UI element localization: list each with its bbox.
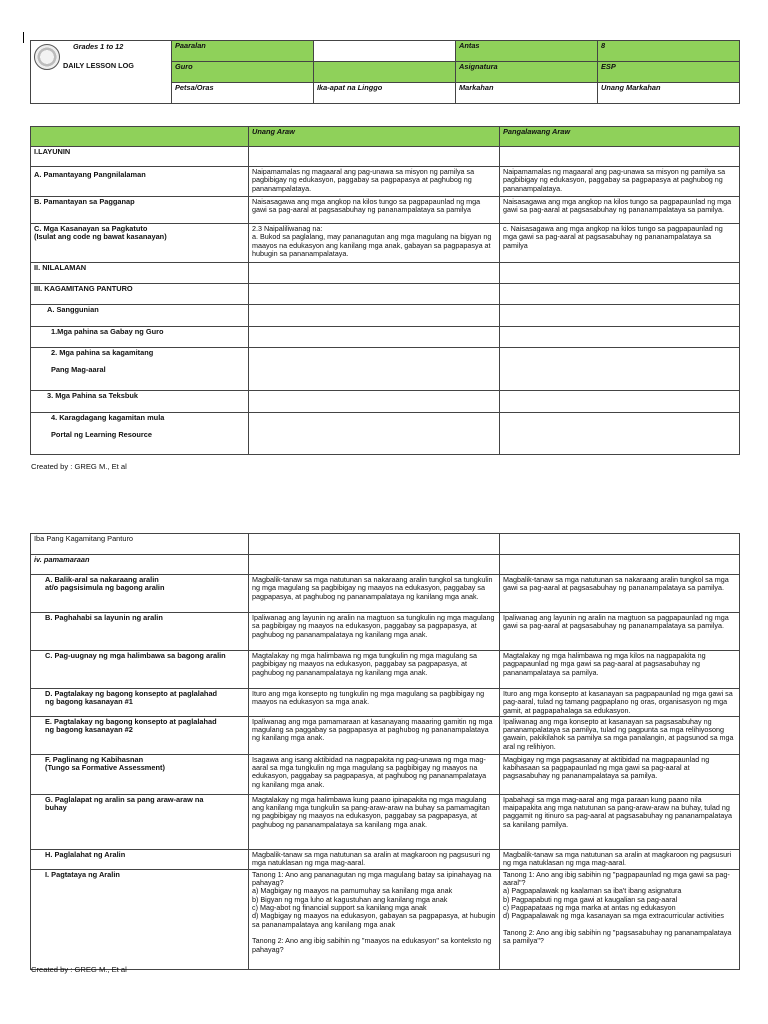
day2-cell <box>500 555 740 575</box>
day2-cell <box>500 327 740 348</box>
row-label: G. Paglalapat ng aralin sa pang araw-araw na buhay <box>31 794 249 849</box>
col-header-criteria <box>31 127 249 147</box>
day1-cell <box>249 555 500 575</box>
day1-cell: Isagawa ang isang aktibidad na nagpapakita ng pag-unawa ng mga mag-aaral sa mga tungkulin ng mga magulang sa pagbibigay ng maayos na edukasyon, paggabay sa pagpapasya, at paghubog ng pananampalataya ng kanilang mga anak. <box>249 754 500 794</box>
row-label: F. Paglinang ng Kabihasnan (Tungo sa Formative Assessment) <box>31 754 249 794</box>
header-label-school: Paaralan <box>172 41 314 62</box>
day1-cell: Ipaliwanag ang mga pamamaraan at kasanayang maaaring gamitin ng mga magulang sa paggabay sa pagpapasya at paghubog ng pananampalataya ng kanilang mga anak. <box>249 716 500 754</box>
row-label: 4. Karagdagang kagamitan mula Portal ng Learning Resource <box>31 413 249 455</box>
day2-cell: c. Naisasagawa ang mga angkop na kilos tungo sa pagpapaunlad ng mga gawi sa pag-aaral at pagsasabuhay ng pananampalataya sa pamilya <box>500 224 740 263</box>
row-label: C. Pag-uugnay ng mga halimbawa sa bagong aralin <box>31 651 249 689</box>
day1-cell: Tanong 1: Ano ang pananagutan ng mga magulang batay sa ipinahayag na pahayag? a) Magbigay ng maayos na pamumuhay sa kanilang mga anak b) Bigyan ng mga luho at kagustuhan ang kanilang mga anak c) Mag-abot ng financial support sa kanilang mga anak d) Magbigay ng maayos na edukasyon, gabayan sa pagpapasya, at hubugin sa pananampalataya ang kanilang mga anak Tanong 2: Ano ang ibig sabihin ng "maayos na edukasyon" sa konteksto ng pahayag? <box>249 869 500 969</box>
header-table <box>30 40 740 104</box>
day1-cell: 2.3 Naipaliliwanag na: a. Bukod sa paglalang, may pananagutan ang mga magulang na bigyan ng maayos na edukasyon ang kanilang mga anak, gabayan sa pagpapasya at hubugin sa pananampalataya. <box>249 224 500 263</box>
row-label: A. Sanggunian <box>31 305 249 327</box>
header-label-teacher: Guro <box>172 62 314 83</box>
row-label: Iba Pang Kagamitang Panturo <box>31 534 249 555</box>
day2-cell <box>500 391 740 413</box>
day1-cell <box>249 147 500 167</box>
day1-cell <box>249 284 500 305</box>
day2-cell <box>500 305 740 327</box>
day1-cell <box>249 305 500 327</box>
header-value-school[interactable] <box>314 41 456 62</box>
day2-cell: Naipamamalas ng magaaral ang pag-unawa sa misyon ng pamilya sa pagbibigay ng edukasyon, paggabay sa pagpapasya at paghubog ng pananampalataya. <box>500 167 740 197</box>
day1-cell: Magbalik-tanaw sa mga natutunan sa aralin at magkaroon ng pagsusuri ng mga natuklasan ng mga mag-aaral. <box>249 849 500 869</box>
day2-cell: Magbalik-tanaw sa mga natutunan sa aralin at magkaroon ng pagsusuri ng mga natuklasan ng mga mag-aaral. <box>500 849 740 869</box>
log-title: DAILY LESSON LOG <box>63 61 134 70</box>
credit-line: Created by : GREG M., Et al <box>31 462 127 471</box>
row-label: B. Pamantayan sa Pagganap <box>31 197 249 224</box>
day2-cell: Tanong 1: Ano ang ibig sabihin ng "pagpapaunlad ng mga gawi sa pag-aaral"? a) Pagpapalawak ng kaalaman sa iba't ibang asignatura b) Pagpapabuti ng mga gawi at kaugalian sa pag-aaral c) Pagpapataas ng mga marka at antas ng edukasyon d) Pagpapalawak ng mga kasanayan sa mga extracurricular activities Tanong 2: Ano ang ibig sabihin ng "pagsasabuhay ng pananampalataya sa pamilya"? <box>500 869 740 969</box>
day1-cell <box>249 263 500 284</box>
day2-cell: Ituro ang mga konsepto at kasanayan sa pagpapaunlad ng mga gawi sa pag-aaral, tulad ng tamang pagpaplano ng oras, organisasyon ng mga gamit, at pagpapahalaga sa edukasyon. <box>500 689 740 717</box>
logo-cell <box>31 41 172 104</box>
day2-cell: Naisasagawa ang mga angkop na kilos tungo sa pagpapaunlad ng mga gawi sa pag-aaral at pagsasabuhay ng pananampalataya sa pamilya. <box>500 197 740 224</box>
row-label: A. Balik-aral sa nakaraang aralin at/o pagsisimula ng bagong aralin <box>31 575 249 613</box>
header-label-date: Petsa/Oras <box>172 83 314 104</box>
header-value-subject: ESP <box>598 62 740 83</box>
day1-cell: Ituro ang mga konsepto ng tungkulin ng mga magulang sa pagbibigay ng maayos na edukasyon sa mga anak. <box>249 689 500 717</box>
row-label: II. NILALAMAN <box>31 263 249 284</box>
row-label: H. Paglalahat ng Aralin <box>31 849 249 869</box>
day2-cell <box>500 348 740 391</box>
deped-seal-icon <box>34 44 60 70</box>
day2-cell <box>500 284 740 305</box>
day1-cell: Naipamamalas ng magaaral ang pag-unawa sa misyon ng pamilya sa pagbibigay ng edukasyon, paggabay sa pagpapasya at paghubog ng pananampalataya. <box>249 167 500 197</box>
row-label: D. Pagtalakay ng bagong konsepto at paglalahad ng bagong kasanayan #1 <box>31 689 249 717</box>
row-label: I.LAYUNIN <box>31 147 249 167</box>
credit-line-2: Created by : GREG M., Et al <box>31 965 127 974</box>
header-label-grade: Antas <box>456 41 598 62</box>
header-value-teacher[interactable] <box>314 62 456 83</box>
row-label: 1.Mga pahina sa Gabay ng Guro <box>31 327 249 348</box>
day2-cell <box>500 263 740 284</box>
row-label: I. Pagtataya ng Aralin <box>31 869 249 969</box>
col-header-day1: Unang Araw <box>249 127 500 147</box>
day1-cell: Magtalakay ng mga halimbawa kung paano ipinapakita ng mga magulang ang kanilang mga tungkulin sa pang-araw-araw na buhay sa pamamagitan ng pagbibigay ng maayos na edukasyon, paggabay sa pagpapasya, at paghubog ng pananampalataya sa kanilang mga anak. <box>249 794 500 849</box>
col-header-day2: Pangalawang Araw <box>500 127 740 147</box>
row-label: E. Pagtalakay ng bagong konsepto at paglalahad ng bagong kasanayan #2 <box>31 716 249 754</box>
day1-cell <box>249 327 500 348</box>
header-value-week: Ika-apat na Linggo <box>314 83 456 104</box>
day2-cell <box>500 534 740 555</box>
lesson-table-2 <box>30 533 740 970</box>
day2-cell: Magbalik-tanaw sa mga natutunan sa nakaraang aralin tungkol sa mga gawi sa pag-aaral at pagsasabuhay ng pananampalataya sa pamilya. <box>500 575 740 613</box>
row-label: 2. Mga pahina sa kagamitang Pang Mag-aaral <box>31 348 249 391</box>
day2-cell <box>500 147 740 167</box>
header-label-quarter: Markahan <box>456 83 598 104</box>
day1-cell <box>249 391 500 413</box>
row-label: iv. pamamaraan <box>31 555 249 575</box>
header-value-quarter: Unang Markahan <box>598 83 740 104</box>
text-cursor <box>23 32 24 43</box>
header-value-grade: 8 <box>598 41 740 62</box>
day1-cell <box>249 413 500 455</box>
day2-cell: Ipabahagi sa mga mag-aaral ang mga paraan kung paano nila maipapakita ang mga natutunan sa pang-araw-araw na buhay, tulad ng paggamit ng itinuro sa pag-aaral at pagsasabuhay ng pananampalataya sa kanilang pamilya. <box>500 794 740 849</box>
day2-cell: Ipaliwanag ang layunin ng aralin na magtuon sa pagpapaunlad ng mga gawi sa pag-aaral at pagsasabuhay ng pananampalataya sa pamilya. <box>500 613 740 651</box>
day2-cell: Magbigay ng mga pagsasanay at aktibidad na magpapaunlad ng kabihasaan sa pagpapaunlad ng mga gawi sa pag-aaral at pagsasabuhay ng pananampalataya sa pamilya. <box>500 754 740 794</box>
day1-cell: Naisasagawa ang mga angkop na kilos tungo sa pagpapaunlad ng mga gawi sa pag-aaral at pagsasabuhay ng pananampalataya sa pamilya <box>249 197 500 224</box>
day1-cell <box>249 534 500 555</box>
header-label-subject: Asignatura <box>456 62 598 83</box>
row-label: C. Mga Kasanayan sa Pagkatuto (Isulat ang code ng bawat kasanayan) <box>31 224 249 263</box>
row-label: 3. Mga Pahina sa Teksbuk <box>31 391 249 413</box>
row-label: III. KAGAMITANG PANTURO <box>31 284 249 305</box>
day1-cell: Ipaliwanag ang layunin ng aralin na magtuon sa tungkulin ng mga magulang sa pagbibigay ng maayos na edukasyon, paggabay sa pagpapasya, at paghubog ng pananampalataya ng kanilang mga anak. <box>249 613 500 651</box>
day2-cell: Magtalakay ng mga halimbawa ng mga kilos na nagpapakita ng pagpapaunlad ng mga gawi sa pag-aaral at pagsasabuhay ng pananampalataya sa pamilya. <box>500 651 740 689</box>
day2-cell: Ipaliwanag ang mga konsepto at kasanayan sa pagsasabuhay ng pananampalataya sa pamilya, tulad ng pagpunta sa mga relihiyosong gawain, pakikilahok sa pamilya sa mga panalangin, at pagsunod sa mga aral ng relihiyon. <box>500 716 740 754</box>
day1-cell: Magbalik-tanaw sa mga natutunan sa nakaraang aralin tungkol sa tungkulin ng mga magulang sa pagbibigay ng maayos na edukasyon, paggabay sa pagpapasya, at paghubog ng pananampalataya ng kanilang mga anak. <box>249 575 500 613</box>
row-label: B. Paghahabi sa layunin ng aralin <box>31 613 249 651</box>
grade-label: Grades 1 to 12 <box>73 42 124 51</box>
lesson-table-1 <box>30 126 740 455</box>
day1-cell: Magtalakay ng mga halimbawa ng mga tungkulin ng mga magulang sa pagbibigay ng maayos na edukasyon, paggabay sa pagpapasya, at paghubog ng pananampalataya ng kanilang mga anak. <box>249 651 500 689</box>
day2-cell <box>500 413 740 455</box>
day1-cell <box>249 348 500 391</box>
row-label: A. Pamantayang Pangnilalaman <box>31 167 249 197</box>
